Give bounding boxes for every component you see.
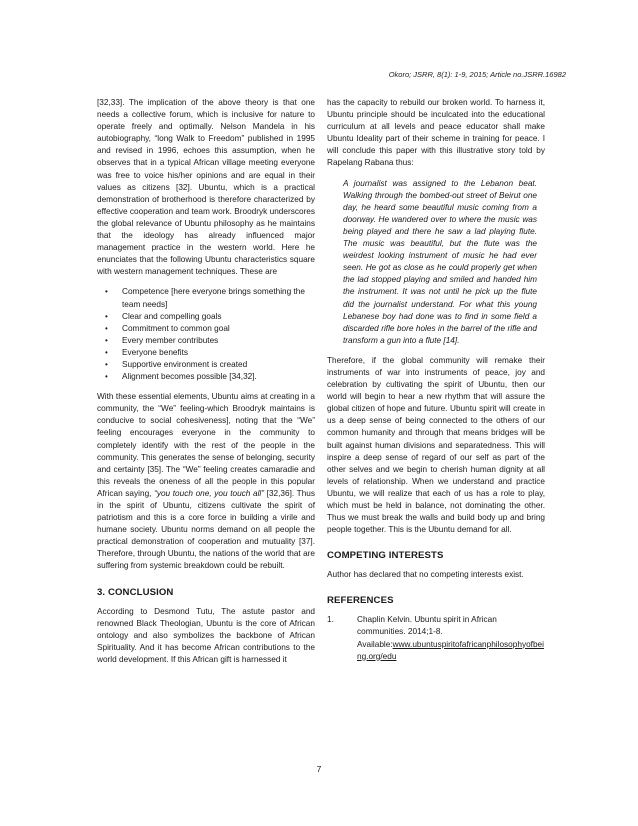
block-quote: A journalist was assigned to the Lebanon beat. Walking through the bombed-out street of Beirut one day, he heard some beautiful music coming from a doorway. He wandered over to where the music was being played and there he saw a lad playing flute. The music was beautiful, but the flute was the weirdest looking instrument of music he had ever seen. He got as close as he could properly get when the lad stopped playing and smiled and handed him the instrument. It was not until he pick up the flute did the journalist understand. For what this young Lebanese boy had done was to find in some field a discarded rifle bore holes in the barrel of the rifle and transform a gun into a flute [14]. [343,178,537,345]
section-heading-competing-interests: COMPETING INTERESTS [327,550,444,562]
left-column [97,97,315,666]
list-item: • Commitment to common goal [97,323,315,335]
characteristics-list [97,286,315,383]
list-item: • Supportive environment is created [97,359,315,371]
inline-quote: “you touch one, you touch all” [154,488,265,498]
section-heading-conclusion: 3. CONCLUSION [97,586,174,598]
reference-item [327,614,545,662]
paragraph-text: [32,36]. Thus in the spirit of Ubuntu, citizens cultivate the spirit of patriotism and this is a core force in building a virile and humane society. Ubuntu norms demand on all people the practical demonstration of cooperation and mutuality [37]. Therefore, through Ubuntu, the nations of the world that are suffering from systemic breakdown could be rebuilt. [97,488,315,571]
list-item: • Alignment becomes possible [34,32]. [97,371,315,383]
paragraph: has the capacity to rebuild our broken world. To harness it, Ubuntu principle should be inculcated into the educational curriculum at all levels and peace educator shall make Ubuntu Ideality part of their scheme in training for peace. I will conclude this paper with this illustrative story told by Rapelang Rabana thus: [327,98,545,168]
list-item: • Everyone benefits [97,347,315,359]
paragraph [97,391,315,572]
section-heading-references: REFERENCES [327,595,394,607]
list-item: • Clear and compelling goals [97,311,315,323]
reference-link[interactable]: www.ubuntuspiritofafricanphilosophyofbeing.org/edu [357,639,544,661]
paragraph: [32,33]. The implication of the above theory is that one needs a collective forum, which is inclusive for nature to operate freely and optimally. Nelson Mandela in his autobiography, “long Walk to Freedom” published in 1995 and revised in 1996, echoes this assumption, when he observes that in a typical African village meeting everyone was free to voice his/her opinions and are equal in their values as citizens [32]. Ubuntu, which is a practical demonstration of brotherhood is therefore characterized by effective cooperation and team work. Broodryk underscores the global relevance of Ubuntu philosophy as he maintains that the ideology has already influenced major management practice in the western world. Here he enunciates that the following Ubuntu characteristics square with western management techniques. These are [97,98,315,277]
reference-available-label: Available: [357,639,393,649]
paragraph-text: With these essential elements, Ubuntu aims at creating in a community, the “We” feeling-which Broodryk maintains is conducive to social cohesiveness], noting that the “We” feeling encourages everyone in the community to completely identify with the rest of the people in the community. This generates the sense of belonging, security and certainty [35]. The “We” feeling creates camaradie and this reveals the oneness of all the people in this popular African saying, [97,392,315,498]
paragraph: Author has declared that no competing interests exist. [327,570,524,580]
list-item: • Competence [here everyone brings something the team needs] [97,286,315,310]
reference-number: 1. [327,615,334,625]
right-column [327,97,545,663]
reference-text: Chaplin Kelvin. Ubuntu spirit in African communities. 2014;1-8. [357,615,497,637]
reference-body [357,614,545,662]
paragraph: Therefore, if the global community will remake their instruments of war into instruments of peace, joy and celebration by cultivating the spirit of Ubuntu, then our world will begin to hear a new rhythm that will assure the global citizen of hope and future. Ubuntu spirit will create in us a deep sense of being connected to the others of our common humanity and through that means bridges will be built against human divisions and separatedness. This will inspire a deep sense of regard of our self as part of the other selves and we begin to cherish human dignity at all levels of relationship. When we understand and practice Ubuntu, we will realize that each of us has a role to play, which must be held in balance, not dominating the other. Thus we must break the walls and build body up and bring people together. This is the Ubuntu demand for all. [327,355,545,535]
page-number: 7 [316,764,322,774]
running-header: Okoro; JSRR, 8(1): 1-9, 2015; Article no.JSRR.16982 [388,70,566,79]
list-item: • Every member contributes [97,335,315,347]
paragraph: According to Desmond Tutu, The astute pastor and renowned Black Theologian, Ubuntu is the core of African ontology and also symbolizes the backbone of African Spirituality. And it has become African contributions to the world development. If this African gift is harnessed it [97,606,315,664]
